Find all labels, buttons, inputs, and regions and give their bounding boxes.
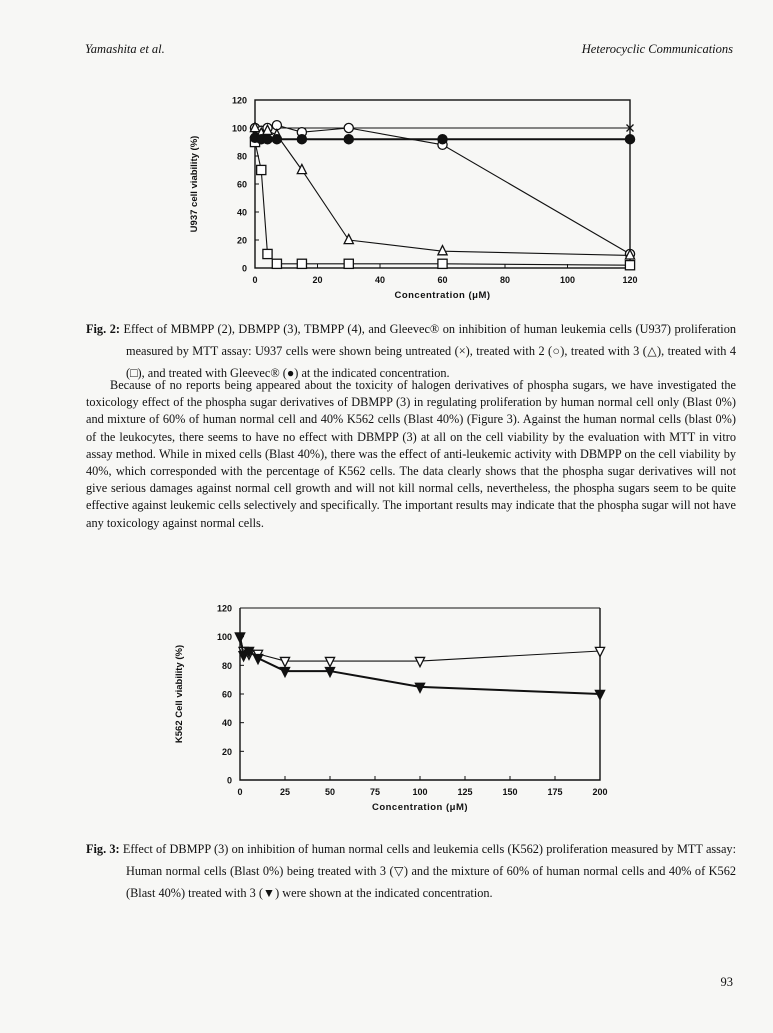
fig2-series-square-point [438, 259, 447, 268]
paragraph-text: Because of no reports being appeared about the toxicity of halogen derivatives of phospha sugars, we have investigated the toxicology effect of the phospha sugar derivatives of DBMPP (3) in regulating proliferation by human normal cell only (Blast 0%) and mixture of 60% of human normal cell and 40% K562 cells (Blast 40%) (Figure 3). Against the human normal cells (blast 0%) of the leukocytes, there seems to have no effect with DBMPP (3) at all on the cell viability by the evaluation with MTT in vitro assay method. While in mixed cells (Blast 40%), there was the effect of anti-leukemic activity with DBMPP on the cell viability by 40%, which corresponded with the percentage of K562 cells. The data clearly shows that the phospha sugar derivatives will not give serious damages against normal cell growth and will not kill normal cells, nevertheless, the phospha sugars seem to be quite effective against leukemic cells selectively and specifically. The important results may indicate that the phospha sugar will not have any toxicology against normal cells. [86, 378, 736, 530]
fig3-ytick-label: 20 [221, 746, 232, 757]
fig2-y-axis-title: U937 cell viability (%) [189, 135, 200, 233]
fig2-series-filled-circle-point [263, 135, 272, 144]
fig2-series-filled-circle-point [625, 135, 634, 144]
fig2-xtick-label: 20 [312, 275, 323, 285]
fig2-series-square-point [272, 259, 281, 268]
figure-2-caption-text: Effect of MBMPP (2), DBMPP (3), TBMPP (4), and Gleevec® on inhibition of human leukemia cells (U937) proliferation measured by MTT assay: U937 cells were shown being untreated (×), treated with 2 (○), treated with 3 (△), treated with 4 (□), and treated with Gleevec® (●) at the indicated concentration. [119, 322, 737, 380]
fig2-series-square-point [297, 259, 306, 268]
fig2-series-square-point [625, 261, 634, 270]
figure-3-chart [170, 600, 640, 830]
running-header-left: Yamashita et al. [85, 42, 165, 56]
figure-3-caption-label: Fig. 3: [86, 842, 120, 856]
fig2-series-square-point [263, 249, 272, 258]
fig3-series-open-triangle-down-point [595, 647, 604, 656]
fig3-ytick-label: 0 [226, 775, 232, 786]
fig3-xtick-label: 0 [237, 787, 243, 797]
fig3-xtick-label: 125 [457, 787, 473, 797]
fig3-xtick-label: 150 [502, 787, 518, 797]
fig2-xtick-label: 100 [559, 275, 576, 285]
fig2-xtick-label: 40 [374, 275, 386, 285]
figure-2-chart [170, 88, 660, 310]
fig2-series-circle-point [344, 123, 353, 132]
fig2-series-x [252, 125, 634, 132]
figure-3-caption-text: Effect of DBMPP (3) on inhibition of human normal cells and leukemia cells (K562) proliferation measured by MTT assay: Human normal cells (Blast 0%) being treated with 3 (▽) and the mixture of 60% of human normal cells and 40% of K562 (Blast 40%) treated with 3 (▼) were shown at the indicated concentration. [119, 842, 736, 900]
fig2-xtick-label: 0 [252, 275, 258, 285]
fig3-y-axis-title: K562 Cell viability (%) [174, 644, 185, 744]
fig2-series-triangle-point [438, 246, 447, 255]
fig2-ytick-label: 60 [236, 179, 247, 190]
fig2-xtick-label: 120 [622, 275, 638, 285]
fig3-ytick-label: 120 [216, 603, 232, 614]
fig2-xtick-label: 60 [437, 275, 448, 285]
fig3-series-open-triangle-down [235, 633, 604, 667]
fig3-xtick-label: 200 [592, 787, 608, 797]
figure-2-caption [86, 318, 736, 384]
fig3-series-filled-triangle-down-point [235, 633, 244, 642]
fig2-ytick-label: 120 [231, 95, 247, 106]
fig3-series-open-triangle-down-point [280, 657, 289, 666]
fig2-ytick-label: 100 [231, 123, 247, 134]
fig2-ytick-label: 20 [236, 235, 247, 246]
page-number: 93 [720, 975, 733, 989]
fig3-series-open-triangle-down-point [415, 657, 424, 666]
figure-2-caption-label: Fig. 2: [86, 322, 120, 336]
fig3-x-axis-title: Concentration (μM) [371, 802, 469, 813]
fig3-xtick-label: 175 [547, 787, 563, 797]
fig2-series-filled-circle-point [344, 135, 353, 144]
fig3-series-open-triangle-down-point [325, 657, 334, 666]
body-paragraph [86, 377, 736, 532]
running-header-right: Heterocyclic Communications [581, 42, 733, 56]
fig2-series-filled-circle-point [272, 135, 281, 144]
fig3-ytick-label: 40 [221, 718, 232, 729]
fig2-ytick-label: 80 [236, 151, 247, 162]
fig2-series-filled-circle-point [438, 135, 447, 144]
fig3-ytick-label: 100 [216, 632, 232, 643]
fig2-x-axis-title: Concentration (μM) [394, 290, 491, 301]
fig3-axes [240, 608, 600, 780]
fig3-xtick-label: 100 [412, 787, 428, 797]
fig3-series-filled-triangle-down-point [595, 690, 604, 699]
fig3-xtick-label: 25 [279, 787, 291, 797]
fig2-series-square-point [257, 165, 266, 174]
fig2-xtick-label: 80 [499, 275, 511, 285]
fig3-xtick-label: 75 [369, 787, 381, 797]
fig3-xtick-label: 50 [324, 787, 336, 797]
fig3-ytick-label: 60 [221, 689, 232, 700]
fig3-ytick-label: 80 [221, 660, 232, 671]
fig2-ytick-label: 40 [236, 207, 247, 218]
fig2-ytick-label: 0 [241, 263, 247, 274]
fig2-series-square-point [344, 259, 353, 268]
fig2-series-filled-circle [250, 133, 634, 144]
figure-3-caption [86, 838, 736, 904]
fig2-series-filled-circle-point [297, 135, 306, 144]
